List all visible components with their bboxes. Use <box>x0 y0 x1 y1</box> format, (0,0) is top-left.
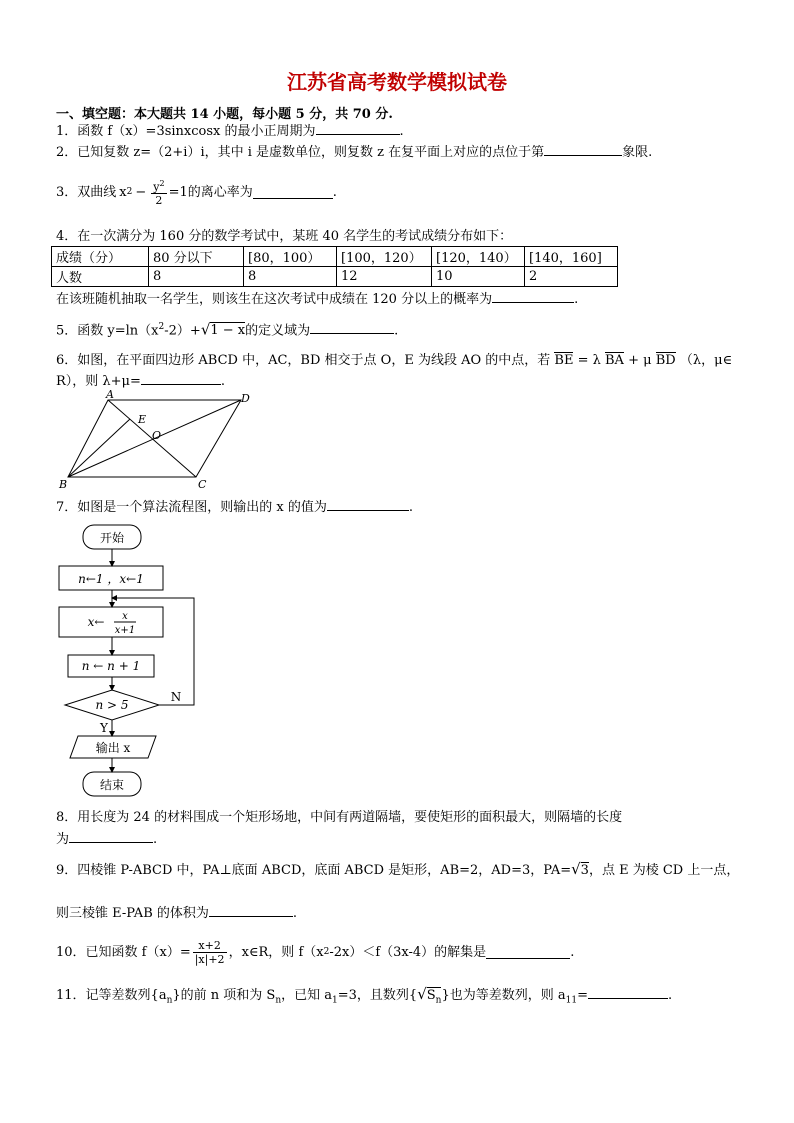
flow-condition-label: n > 5 <box>95 698 129 712</box>
q4-after: 在该班随机抽取一名学生，则该生在这次考试中成绩在 120 分以上的概率为 <box>56 292 493 307</box>
q1-end: . <box>399 124 404 139</box>
label-o: O <box>152 429 162 442</box>
q11-sub: n <box>275 995 282 1006</box>
q11-tail: = <box>577 988 588 1003</box>
q8-line1: 8．用长度为 24 的材料围成一个矩形场地，中间有两道隔墙，要使矩形的面积最大，则隔墙的长度 <box>56 810 623 825</box>
question-11 <box>56 986 672 1010</box>
q11-prefix: 11．记等差数列{a <box>56 988 167 1003</box>
q5-sqrt-content: 1 − x <box>210 323 246 339</box>
q3-y-exp: 2 <box>159 178 165 188</box>
table-cell: 成绩（分） <box>52 247 149 267</box>
q2-end: 象限. <box>622 145 653 160</box>
table-cell: 80 分以下 <box>149 247 244 267</box>
q11-sub: 11 <box>565 995 578 1006</box>
q11-mid2: ，已知 a <box>281 988 333 1003</box>
q9-sqrt: 3 <box>580 863 589 878</box>
question-8-line2 <box>56 830 157 848</box>
section-heading: 一、填空题：本大题共 14 小题，每小题 5 分，共 70 分. <box>56 107 393 122</box>
q11-answer-blank[interactable] <box>588 986 668 999</box>
flow-init-label: n←1 ，x←1 <box>78 572 144 586</box>
q6-end: . <box>220 374 226 389</box>
q4-end: . <box>574 292 579 307</box>
q10-tail: -2x）＜f（3x-4）的解集是 <box>329 944 487 960</box>
q7-text: 7．如图是一个算法流程图，则输出的 x 的值为 <box>56 500 327 515</box>
q3-minus: − <box>135 184 147 200</box>
table-cell: 12 <box>337 267 432 287</box>
flow-end-label: 结束 <box>99 778 125 792</box>
vector-bd: BD <box>655 353 676 368</box>
question-3 <box>56 172 337 212</box>
q1-answer-blank[interactable] <box>316 122 400 135</box>
question-1 <box>56 122 404 140</box>
label-a: A <box>106 390 114 401</box>
q3-eq: =1 <box>168 184 188 200</box>
q7-end: . <box>408 500 414 515</box>
question-9-line2 <box>56 904 297 922</box>
flow-yes-label: Y <box>100 721 108 735</box>
question-5 <box>56 319 398 339</box>
table-cell: 8 <box>244 267 337 287</box>
q10-answer-blank[interactable] <box>486 946 570 959</box>
page-title: 江苏省高考数学模拟试卷 <box>287 70 507 94</box>
q4-answer-blank[interactable] <box>492 290 574 303</box>
question-7 <box>56 498 413 516</box>
question-10 <box>56 935 574 969</box>
flow-frac-den: x+1 <box>114 625 136 636</box>
q5-end: . <box>394 323 399 339</box>
question-2 <box>56 143 652 161</box>
flow-assign-box <box>59 607 163 637</box>
q11-sub: n <box>166 995 173 1006</box>
table-cell: [140，160] <box>525 247 618 267</box>
q10-end: . <box>570 944 575 960</box>
q3-x: x <box>119 184 127 200</box>
q7-answer-blank[interactable] <box>327 498 409 511</box>
segment-be <box>68 419 130 477</box>
table-row-data <box>52 267 618 287</box>
vector-be: BE <box>554 353 574 368</box>
question-6 <box>56 352 732 369</box>
q9-end: . <box>292 906 298 921</box>
q6-plus: + μ <box>628 353 652 368</box>
q10-num: x+2 <box>193 939 227 953</box>
q10-den: |x|+2 <box>194 952 225 966</box>
flow-increment-label: n ← n + 1 <box>81 659 141 673</box>
q6-eq: = λ <box>577 353 601 368</box>
table-cell: 10 <box>432 267 525 287</box>
q5-answer-blank[interactable] <box>310 321 394 334</box>
q11-end: . <box>667 988 673 1003</box>
table-cell: 2 <box>525 267 618 287</box>
flow-output-label: 输出 x <box>95 741 131 755</box>
q9-line2: 则三棱锥 E-PAB 的体积为 <box>56 906 209 921</box>
q3-answer-blank[interactable] <box>253 186 333 199</box>
q5-text: 5．函数 y=ln（x <box>56 323 159 339</box>
q6-answer-blank[interactable] <box>141 372 221 385</box>
score-table <box>51 246 618 287</box>
q6-line1: 6．如图，在平面四边形 ABCD 中，AC，BD 相交于点 O，E 为线段 AO 的中点，若 <box>56 353 551 368</box>
q6-tail: （λ，μ∈ <box>679 353 733 368</box>
q3-x-exp: 2 <box>126 186 133 197</box>
q5-sup: 2 <box>158 322 165 332</box>
table-row-header <box>52 247 618 267</box>
table-cell: [100，120） <box>337 247 432 267</box>
q10-prefix: 10．已知函数 f（x）= <box>56 944 191 960</box>
sqrt-symbol: √ <box>200 320 211 339</box>
label-d: D <box>241 392 250 405</box>
q2-text: 2．已知复数 z=（2+i）i，其中 i 是虚数单位，则复数 z 在复平面上对应的点位于第 <box>56 145 545 160</box>
q9-line1a: 9．四棱锥 P-ABCD 中，PA⊥底面 ABCD，底面 ABCD 是矩形，AB=2，AD=3，PA= <box>56 863 572 878</box>
q11-mid4: }也为等差数列，则 a <box>441 988 566 1003</box>
table-cell: [80，100） <box>244 247 337 267</box>
sqrt-symbol: √ <box>417 985 427 1003</box>
q4-text: 4．在一次满分为 160 分的数学考试中，某班 40 名学生的考试成绩分布如下： <box>56 229 513 244</box>
parallelogram-figure <box>56 390 266 490</box>
q3-den: 2 <box>155 194 163 208</box>
q6-line2: R），则 λ+μ= <box>56 374 141 389</box>
q11-sub: n <box>435 995 442 1006</box>
q2-answer-blank[interactable] <box>544 143 622 156</box>
question-6-line2 <box>56 372 225 390</box>
sqrt-symbol: √ <box>571 860 581 878</box>
q11-sqrt-s: S <box>426 988 436 1003</box>
vector-ba: BA <box>605 353 624 368</box>
flow-start-label: 开始 <box>99 531 125 545</box>
q11-mid1: }的前 n 项和为 S <box>172 988 276 1003</box>
q1-text: 1．函数 f（x）=3sinxcosx 的最小正周期为 <box>56 124 316 139</box>
q3-end: . <box>332 184 337 200</box>
q3-suffix: 的离心率为 <box>187 184 253 200</box>
q9-line1b: ，点 E 为棱 CD 上一点， <box>588 863 740 878</box>
q5-mid: -2）+ <box>164 323 201 339</box>
q8-answer-blank[interactable] <box>69 830 153 843</box>
label-b: B <box>59 478 68 490</box>
q11-mid3: =3，且数列{ <box>337 988 418 1003</box>
table-cell: 8 <box>149 267 244 287</box>
q10-fraction <box>193 939 227 966</box>
q9-answer-blank[interactable] <box>209 904 293 917</box>
label-e: E <box>138 413 147 426</box>
q3-y: y <box>153 180 160 194</box>
table-cell: [120，140） <box>432 247 525 267</box>
label-c: C <box>198 478 207 490</box>
q4-followup <box>56 290 578 308</box>
q10-sup: 2 <box>323 946 330 957</box>
q8-line2: 为 <box>56 832 70 847</box>
q3-fraction <box>151 177 166 208</box>
question-9 <box>56 861 739 879</box>
flowchart <box>56 520 216 802</box>
q11-sub: 1 <box>332 995 338 1006</box>
table-cell: 人数 <box>52 267 149 287</box>
q3-prefix: 3．双曲线 <box>56 184 117 200</box>
q11-sqrt <box>426 987 442 1006</box>
q10-mid: ，x∈R，则 f（x <box>228 944 324 960</box>
flow-no-label: N <box>170 690 182 704</box>
flow-assign-label: x← <box>87 615 105 629</box>
q5-suffix: 的定义域为 <box>245 323 311 339</box>
q8-end: . <box>153 832 158 847</box>
flow-frac-num: x <box>122 611 128 622</box>
